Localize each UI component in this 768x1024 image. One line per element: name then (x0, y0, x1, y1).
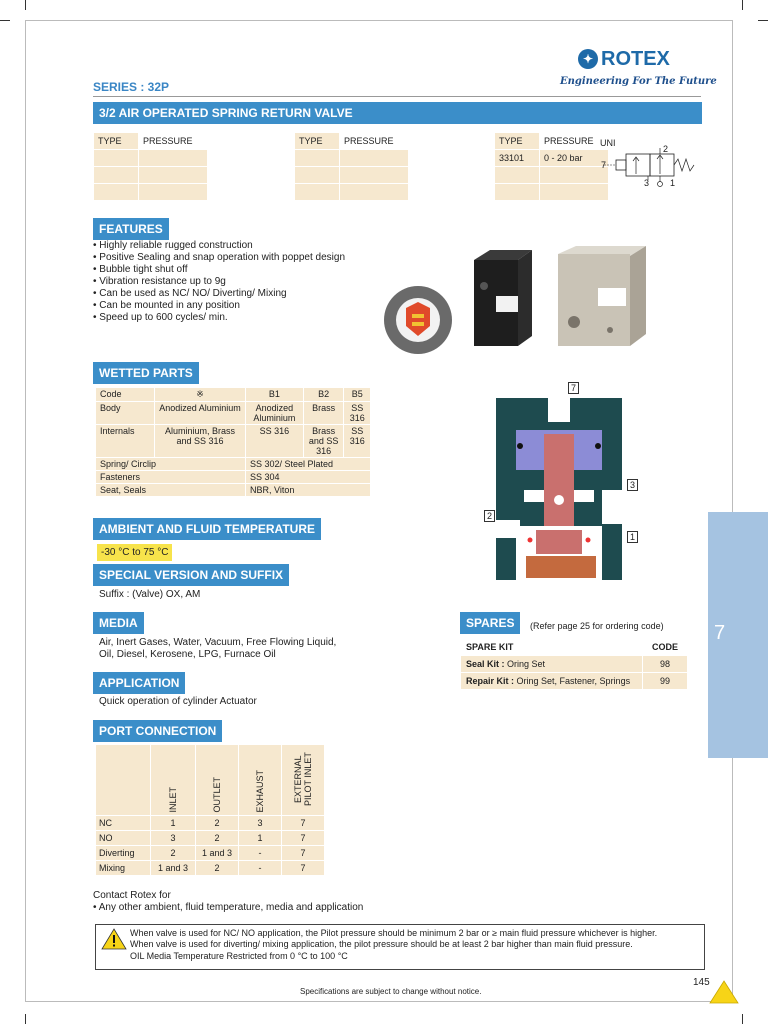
col-header: B5 (344, 388, 371, 402)
port-label: 2 (663, 144, 669, 154)
list-item: • Can be mounted in any position (93, 300, 240, 311)
valve-section-drawing (496, 394, 626, 580)
table-cell: Spring/ Circlip (96, 458, 246, 471)
table-cell: Brass and SS 316 (303, 425, 344, 458)
series-label: SERIES : 32P (93, 80, 170, 94)
table-row (461, 656, 688, 673)
table-row (461, 673, 688, 690)
table-cell: SS 304 (246, 471, 371, 484)
table-cell: 2 (196, 831, 239, 846)
table-cell: Brass (303, 402, 344, 425)
table-cell: 7 (282, 831, 325, 846)
crop-mark (742, 1014, 743, 1024)
section-tab-number: 7 (714, 622, 726, 644)
warning-triangle-icon (709, 980, 739, 1004)
kit-code: 99 (643, 673, 688, 690)
type-table-3 (494, 132, 609, 201)
contact-line: Contact Rotex for (93, 890, 171, 901)
table-cell: Aluminium, Brass and SS 316 (155, 425, 246, 458)
port-label: 1 (670, 178, 676, 188)
brand-logo (578, 48, 670, 71)
table-cell: - (239, 846, 282, 861)
spares-header: SPARES (460, 612, 520, 634)
crop-mark (742, 0, 743, 10)
application-header: APPLICATION (93, 672, 185, 694)
table-cell: Anodized Aluminium (155, 402, 246, 425)
media-line: Air, Inert Gases, Water, Vacuum, Free Flowing Liquid, (99, 637, 337, 648)
port-connection-table (95, 744, 325, 876)
table-cell: 7 (282, 816, 325, 831)
wetted-parts-table (95, 387, 371, 497)
table-cell: Anodized Aluminium (246, 402, 304, 425)
crop-mark (25, 0, 26, 10)
col-header: TYPE (94, 133, 139, 150)
table-cell: Fasteners (96, 471, 246, 484)
type-code: 33101 (495, 150, 540, 167)
wetted-parts-header: WETTED PARTS (93, 362, 199, 384)
table-cell: 1 and 3 (151, 861, 196, 876)
table-cell: 1 (151, 816, 196, 831)
features-list (93, 240, 345, 324)
col-header: ※ (155, 388, 246, 402)
table-cell: NC (96, 816, 151, 831)
type-table-1 (93, 132, 208, 201)
type-table-2 (294, 132, 409, 201)
tagline: Engineering For The Future (560, 76, 717, 87)
suffix-text: Suffix : (Valve) OX, AM (99, 589, 201, 600)
section-port-label: 3 (627, 479, 638, 491)
table-cell: 1 and 3 (196, 846, 239, 861)
temperature-range: -30 °C to 75 °C (97, 544, 172, 561)
crop-mark (758, 20, 768, 21)
features-header: FEATURES (93, 218, 169, 240)
special-version-header: SPECIAL VERSION AND SUFFIX (93, 564, 289, 586)
table-cell: Body (96, 402, 155, 425)
table-cell: NBR, Viton (246, 484, 371, 497)
port-label: 7 (601, 160, 607, 170)
section-tab (708, 512, 768, 758)
table-cell: 3 (239, 816, 282, 831)
page-number: 145 (693, 977, 710, 988)
table-cell: Internals (96, 425, 155, 458)
pressure-range: 0 - 20 bar (540, 150, 609, 167)
sil-certified-badge (382, 284, 454, 356)
list-item: • Highly reliable rugged construction (93, 240, 253, 251)
media-line: Oil, Diesel, Kerosene, LPG, Furnace Oil (99, 649, 276, 660)
gear-icon: ✦ (578, 49, 598, 69)
table-cell: 7 (282, 846, 325, 861)
col-header: CODE (643, 639, 688, 656)
col-header: B1 (246, 388, 304, 402)
section-port-label: 2 (484, 510, 495, 522)
table-cell: - (239, 861, 282, 876)
list-item: • Bubble tight shut off (93, 264, 188, 275)
col-header: SPARE KIT (461, 639, 643, 656)
table-cell: 3 (151, 831, 196, 846)
col-header: B2 (303, 388, 344, 402)
warning-line: When valve is used for NC/ NO application, the Pilot pressure should be minimum 2 bar or ≥ main fluid pressure whichever is higher. (130, 928, 658, 938)
warning-line: OIL Media Temperature Restricted from 0 °C to 100 °C (130, 951, 348, 961)
table-cell: SS 316 (246, 425, 304, 458)
application-text: Quick operation of cylinder Actuator (99, 696, 257, 707)
table-cell: Seat, Seals (96, 484, 246, 497)
section-port-label: 1 (627, 531, 638, 543)
table-cell: SS 316 (344, 425, 371, 458)
crop-mark (0, 20, 10, 21)
table-cell: 1 (239, 831, 282, 846)
media-header: MEDIA (93, 612, 144, 634)
col-header: TYPE (495, 133, 540, 150)
ambient-header: AMBIENT AND FLUID TEMPERATURE (93, 518, 321, 540)
spares-table (460, 638, 688, 690)
col-header: PRESSURE (340, 133, 409, 150)
table-cell: 2 (196, 816, 239, 831)
list-item: • Vibration resistance up to 9g (93, 276, 226, 287)
kit-desc: Oring Set, Fastener, Springs (514, 676, 631, 686)
table-cell: 2 (151, 846, 196, 861)
footer-note: Specifications are subject to change without notice. (300, 987, 482, 996)
kit-desc: Oring Set (504, 659, 546, 669)
contact-line: • Any other ambient, fluid temperature, media and application (93, 902, 364, 913)
media-text (99, 637, 336, 661)
table-cell: Diverting (96, 846, 151, 861)
warning-line: When valve is used for diverting/ mixing application, the pilot pressure should be at least 2 bar higher than main fluid pressure. (130, 939, 633, 949)
table-cell: SS 316 (344, 402, 371, 425)
page-title: 3/2 AIR OPERATED SPRING RETURN VALVE (93, 102, 702, 124)
col-header: INLET (168, 787, 178, 813)
table-cell: 2 (196, 861, 239, 876)
col-header: PRESSURE (139, 133, 208, 150)
valve-symbol (598, 140, 708, 192)
symbol-uni-label: UNI (600, 138, 616, 148)
table-cell: SS 302/ Steel Plated (246, 458, 371, 471)
col-header: TYPE (295, 133, 340, 150)
col-header: PRESSURE (540, 133, 609, 150)
list-item: • Can be used as NC/ NO/ Diverting/ Mixing (93, 288, 287, 299)
list-item: • Positive Sealing and snap operation with poppet design (93, 252, 346, 263)
warning-box (95, 924, 705, 970)
table-cell: 7 (282, 861, 325, 876)
col-header: EXTERNAL PILOT INLET (293, 752, 313, 806)
kit-code: 98 (643, 656, 688, 673)
port-label: 3 (644, 178, 650, 188)
table-cell: Mixing (96, 861, 151, 876)
warning-icon (101, 928, 127, 950)
list-item: • Speed up to 600 cycles/ min. (93, 312, 228, 323)
col-header: OUTLET (212, 777, 222, 813)
divider (93, 96, 701, 97)
crop-mark (25, 1014, 26, 1024)
col-header: EXHAUST (255, 770, 265, 813)
table-cell: NO (96, 831, 151, 846)
brand-name: ROTEX (601, 48, 670, 70)
section-port-label: 7 (568, 382, 579, 394)
spares-note: (Refer page 25 for ordering code) (530, 621, 664, 631)
contact-note (93, 890, 363, 914)
valve-product-photo (470, 246, 646, 356)
port-connection-header: PORT CONNECTION (93, 720, 222, 742)
col-header: Code (96, 388, 155, 402)
kit-label: Repair Kit : (466, 676, 515, 686)
kit-label: Seal Kit : (466, 659, 505, 669)
